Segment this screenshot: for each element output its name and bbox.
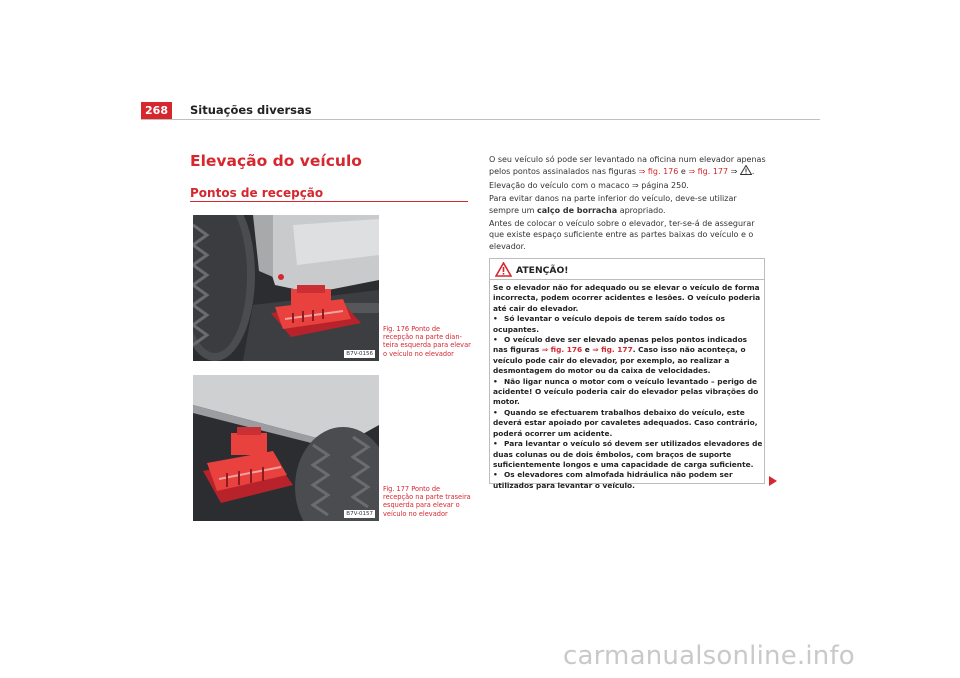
figure-177-illustration <box>193 375 379 521</box>
warning-bullet: • O veículo deve ser elevado apenas pelos pontos indicados nas figuras ⇒ fig. 176 e ⇒ fig. 177. Caso isso não aconteça, o veículo pode cair do elevador, por exemplo, ao realizar a desmontagem do motor ou da caixa de velocidades. <box>493 335 748 376</box>
warning-content <box>493 283 764 491</box>
figure-code: B7V-0156 <box>346 351 373 357</box>
warning-icon <box>740 165 752 175</box>
figure-176-illustration <box>193 215 379 361</box>
paragraph-lift-points: O seu veículo só pode ser levantado na oficina num elevador apenas pelos pontos assinalados nas figuras ⇒ fig. 176 e ⇒ fig. 177 ⇒ . <box>489 155 766 177</box>
fig-176-link[interactable]: ⇒ fig. 176 <box>541 345 583 355</box>
paragraph-rubber-block: Para evitar danos na parte inferior do veículo, deve-se utilizar sempre um calço de borracha apropriado. <box>489 194 737 215</box>
warning-bullet: • Para levantar o veículo só devem ser utilizados elevadores de duas colunas ou de dois êmbolos, com braços de suporte suficientemente longos e uma capacidade de carga suficiente. <box>493 439 763 469</box>
figure-176-caption: Fig. 176 Ponto de recepção na parte dian-teira esquerda para elevar o veículo no elevador <box>383 325 471 358</box>
warning-intro: Se o elevador não for adequado ou se elevar o veículo de forma incorrecta, podem ocorrer acidentes e lesões. O veículo poderia até cair do elevador. <box>493 283 761 313</box>
fig-176-link[interactable]: ⇒ fig. 176 <box>638 167 679 177</box>
watermark: carmanualsonline.info <box>563 641 855 671</box>
section-title: Elevação do veículo <box>190 152 362 170</box>
warning-header <box>490 259 764 280</box>
subsection-title: Pontos de recepção <box>190 186 324 200</box>
paragraph-jack: Elevação do veículo com o macaco ⇒ página 250. <box>489 180 689 190</box>
warning-bullet: • Só levantar o veículo depois de terem saído todos os ocupantes. <box>493 314 725 334</box>
page-number: 268 <box>141 102 172 120</box>
figure-177-caption: Fig. 177 Ponto de recepção na parte traseira esquerda para elevar o veículo no elevador <box>383 485 471 518</box>
warning-title: ATENÇÃO! <box>516 265 569 276</box>
header-rule <box>141 119 820 120</box>
warning-bullet: • Quando se efectuarem trabalhos debaixo do veículo, este deverá estar apoiado por cavaletes adequados. Caso contrário, poderá ocorrer um acidente. <box>493 407 758 438</box>
warning-triangle-icon <box>495 262 512 277</box>
figure-code: B7V-0157 <box>346 511 373 517</box>
warning-bullet: • Os elevadores com almofada hidráulica não podem ser utilizados para levantar o veículo. <box>493 470 733 490</box>
subsection-rule <box>190 201 468 202</box>
warning-bullet: • Não ligar nunca o motor com o veículo levantado – perigo de acidente! O veículo poderia cair do elevador pelas vibrações do motor. <box>493 376 759 407</box>
next-page-arrow-icon[interactable] <box>768 476 778 486</box>
body-text <box>489 154 769 254</box>
paragraph-clearance: Antes de colocar o veículo sobre o elevador, ter-se-á de assegurar que existe espaço suficiente entre as partes baixas do veículo e o elevador. <box>489 219 755 251</box>
running-title: Situações diversas <box>190 103 312 117</box>
fig-177-link[interactable]: ⇒ fig. 177 <box>688 167 729 177</box>
warning-box <box>489 258 765 490</box>
fig-177-link[interactable]: ⇒ fig. 177 <box>592 345 633 355</box>
